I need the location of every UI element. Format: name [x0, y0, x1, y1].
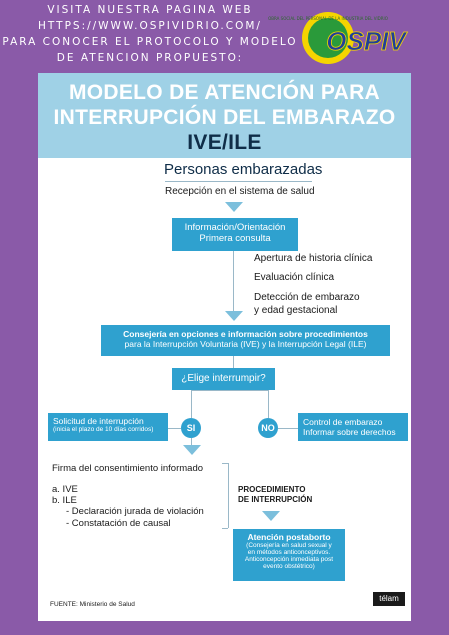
header-line-3: PARA CONOCER EL PROTOCOLO Y MODELO	[2, 36, 298, 48]
post-title: Atención postaborto	[247, 532, 331, 542]
arrow-down-icon	[262, 511, 280, 521]
header-url[interactable]: HTTPS://WWW.OSPIVIDRIO.COM/	[38, 20, 262, 32]
arrow-down-icon	[225, 311, 243, 321]
header-line-4: DE ATENCION PROPUESTO:	[56, 52, 244, 64]
title-bracket	[165, 181, 312, 182]
branch-no-line	[268, 390, 269, 418]
control-line-2: Informar sobre derechos	[303, 427, 396, 437]
post-line-2: en métodos anticonceptivos.	[247, 549, 331, 556]
step-4: y edad gestacional	[254, 305, 338, 316]
counsel-line-2: para la Interrupción Voluntaria (IVE) y la Interrupción Legal (ILE)	[124, 339, 367, 349]
arrow-down-icon	[183, 445, 201, 455]
header-line-1: VISITA NUESTRA PAGINA WEB	[47, 4, 253, 16]
branch-yes-line	[191, 390, 192, 418]
logo-name: OSPIV	[326, 26, 406, 56]
info-box	[172, 218, 298, 251]
banner-line-3: IVE/ILE	[187, 131, 262, 154]
control-box	[298, 413, 408, 441]
no-circle: NO	[258, 418, 278, 438]
request-line-2: (inicia el plazo de 10 días corridos)	[53, 426, 154, 433]
option-b-1: - Declaración jurada de violación	[66, 506, 204, 517]
post-line-4: evento obstétrico)	[263, 563, 315, 570]
question-box: ¿Elige interrumpir?	[172, 368, 275, 390]
post-line-3: Anticoncepción inmediata post	[244, 556, 334, 563]
counsel-line-1: Consejería en opciones e información sobre procedimientos	[123, 329, 368, 339]
logo-ring-text: OBRA SOCIAL DEL PERSONAL DE LA INDUSTRIA DEL VIDRIO	[268, 16, 388, 21]
banner-line-2: INTERRUPCIÓN DEL EMBARAZO	[53, 106, 396, 129]
request-line-1: Solicitud de interrupción	[53, 416, 144, 426]
flow-title: Personas embarazadas	[164, 161, 323, 178]
step-3: Detección de embarazo	[254, 292, 360, 303]
consent-bracket-top	[222, 463, 228, 464]
control-line-1: Control de embarazo	[303, 417, 383, 427]
title-banner	[38, 73, 411, 158]
consent-bracket-bottom	[222, 528, 228, 529]
yes-link	[168, 428, 181, 429]
ospiv-logo	[268, 10, 441, 72]
request-box	[48, 413, 168, 441]
infographic-card	[38, 73, 411, 621]
banner-line-1: MODELO DE ATENCIÓN PARA	[68, 81, 380, 104]
consent-bracket	[228, 463, 229, 528]
option-b: b. ILE	[52, 495, 77, 506]
procedure-line-2: DE INTERRUPCIÓN	[238, 495, 313, 504]
step-1: Apertura de historia clínica	[254, 253, 373, 264]
no-link	[278, 428, 298, 429]
reception-text: Recepción en el sistema de salud	[165, 186, 315, 197]
postabortion-box	[233, 529, 345, 581]
vertical-connector	[233, 251, 234, 311]
option-b-2: - Constatación de causal	[66, 518, 171, 529]
procedure-line-1: PROCEDIMIENTO	[238, 485, 306, 494]
connector	[233, 356, 234, 368]
consent-title: Firma del consentimiento informado	[52, 463, 204, 474]
yes-circle: SI	[181, 418, 201, 438]
info-line-2: Primera consulta	[199, 233, 271, 244]
source-text: FUENTE: Ministerio de Salud	[50, 601, 135, 608]
arrow-down-icon	[225, 202, 243, 212]
counsel-box	[101, 325, 390, 356]
telam-badge: télam	[373, 592, 405, 606]
option-a: a. IVE	[52, 484, 78, 495]
step-2: Evaluación clínica	[254, 272, 335, 283]
branch-base-line	[191, 390, 268, 391]
post-line-1: (Consejería en salud sexual y	[246, 542, 332, 549]
info-line-1: Información/Orientación	[184, 222, 286, 233]
